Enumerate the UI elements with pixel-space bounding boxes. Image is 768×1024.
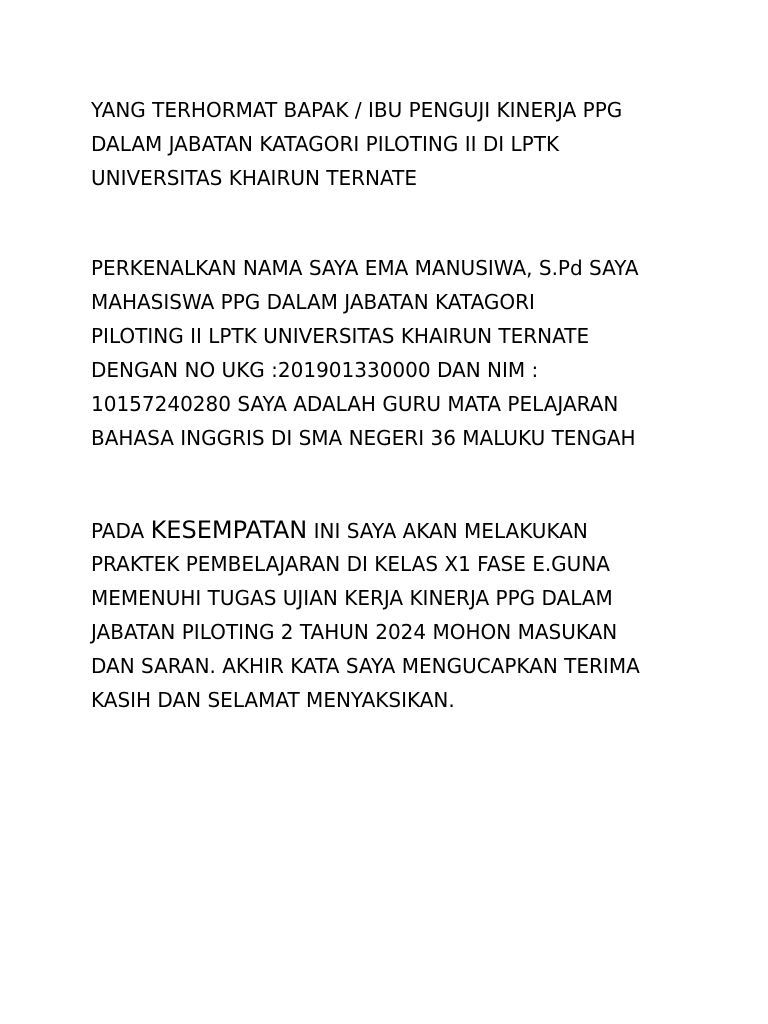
purpose-line-4: JABATAN PILOTING 2 TAHUN 2024 MOHON MASUKAN bbox=[91, 620, 618, 644]
introduction-paragraph bbox=[91, 251, 731, 455]
purpose-line-1-end: INI SAYA AKAN MELAKUKAN bbox=[307, 519, 588, 543]
purpose-paragraph bbox=[91, 513, 731, 717]
introduction-line-3: PILOTING II LPTK UNIVERSITAS KHAIRUN TERNATE bbox=[91, 324, 590, 348]
greeting-paragraph bbox=[91, 93, 731, 195]
greeting-line-3: UNIVERSITAS KHAIRUN TERNATE bbox=[91, 166, 417, 190]
purpose-line-1-start: PADA bbox=[91, 519, 151, 543]
introduction-line-4: DENGAN NO UKG :201901330000 DAN NIM : bbox=[91, 358, 539, 382]
emphasized-word: KESEMPATAN bbox=[150, 516, 308, 544]
introduction-line-2: MAHASISWA PPG DALAM JABATAN KATAGORI bbox=[91, 290, 535, 314]
purpose-line-5: DAN SARAN. AKHIR KATA SAYA MENGUCAPKAN TERIMA bbox=[91, 654, 640, 678]
introduction-line-1: PERKENALKAN NAMA SAYA EMA MANUSIWA, S.Pd SAYA bbox=[91, 256, 639, 280]
purpose-line-6: KASIH DAN SELAMAT MENYAKSIKAN. bbox=[91, 688, 455, 712]
purpose-line-3: MEMENUHI TUGAS UJIAN KERJA KINERJA PPG DALAM bbox=[91, 586, 613, 610]
introduction-line-6: BAHASA INGGRIS DI SMA NEGERI 36 MALUKU TENGAH bbox=[91, 426, 636, 450]
greeting-line-2: DALAM JABATAN KATAGORI PILOTING II DI LPTK bbox=[91, 132, 560, 156]
greeting-line-1: YANG TERHORMAT BAPAK / IBU PENGUJI KINERJA PPG bbox=[91, 98, 623, 122]
purpose-line-1 bbox=[91, 513, 731, 547]
purpose-line-2: PRAKTEK PEMBELAJARAN DI KELAS X1 FASE E.GUNA bbox=[91, 552, 610, 576]
introduction-line-5: 10157240280 SAYA ADALAH GURU MATA PELAJARAN bbox=[91, 392, 619, 416]
